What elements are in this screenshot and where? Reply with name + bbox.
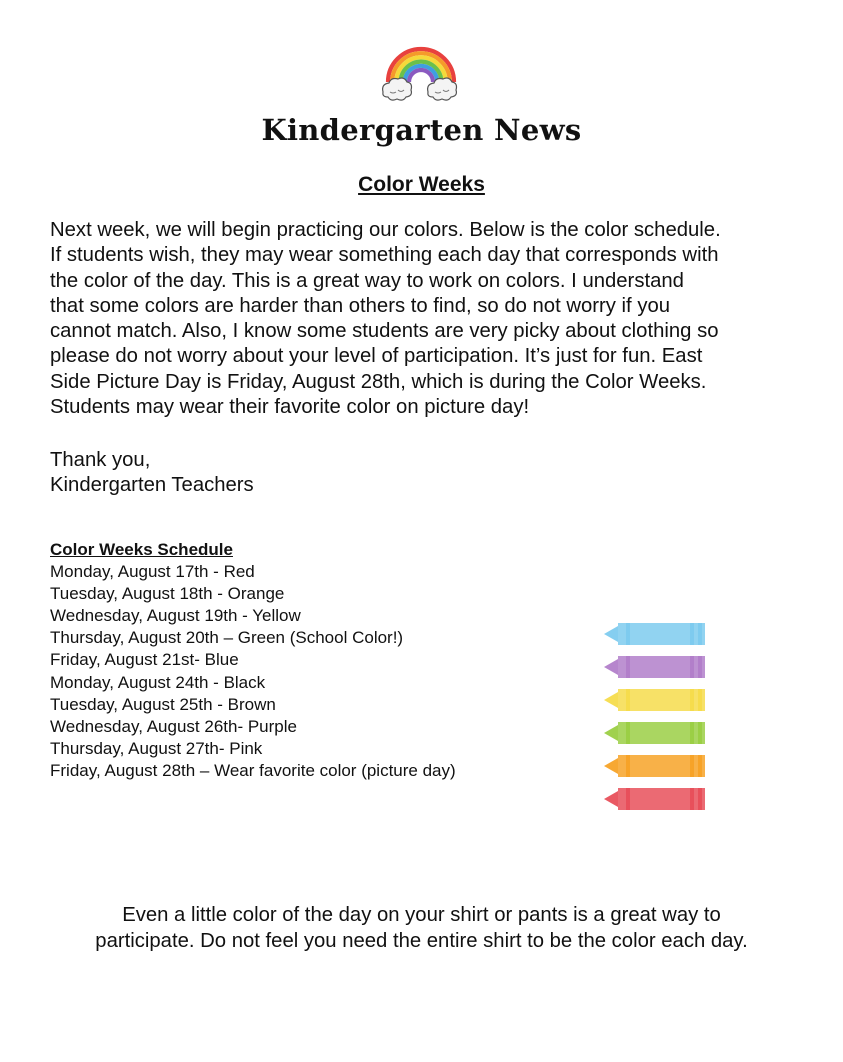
- crayon-icon: [604, 623, 705, 645]
- schedule-item: Wednesday, August 26th- Purple: [50, 716, 297, 736]
- intro-line: that some colors are harder than others to find, so do not worry if you: [50, 294, 671, 317]
- rainbow-icon: [378, 38, 464, 104]
- crayon-icon: [604, 656, 705, 678]
- intro-line: the color of the day. This is a great way to work on colors. I understand: [50, 269, 684, 292]
- intro-line: Next week, we will begin practicing our colors. Below is the color schedule.: [50, 219, 721, 241]
- intro-line: Students may wear their favorite color on picture day!: [50, 396, 530, 419]
- color-schedule: [50, 539, 456, 782]
- schedule-item: Friday, August 21st- Blue: [50, 650, 239, 670]
- schedule-item: Friday, August 28th – Wear favorite color (picture day): [50, 760, 456, 780]
- crayon-icon: [604, 722, 705, 744]
- schedule-heading: Color Weeks Schedule: [50, 540, 233, 559]
- page-title: Kindergarten News: [261, 113, 582, 147]
- intro-line: Side Picture Day is Friday, August 28th, which is during the Color Weeks.: [50, 370, 707, 393]
- schedule-item: Tuesday, August 18th - Orange: [50, 584, 285, 604]
- section-title: Color Weeks: [358, 173, 485, 196]
- closing-line: participate. Do not feel you need the entire shirt to be the color each day.: [95, 929, 748, 952]
- crayon-icon: [604, 788, 705, 810]
- schedule-item: Thursday, August 20th – Green (School Color!): [50, 628, 404, 648]
- intro-line: please do not worry about your level of participation. It’s just for fun. East: [50, 345, 703, 368]
- intro-line: If students wish, they may wear something each day that corresponds with: [50, 244, 719, 267]
- schedule-item: Thursday, August 27th- Pink: [50, 738, 263, 758]
- signoff-greeting: Thank you,: [50, 449, 151, 471]
- intro-paragraph: [50, 218, 820, 420]
- intro-line: cannot match. Also, I know some students are very picky about clothing so: [50, 320, 719, 343]
- schedule-item: Monday, August 24th - Black: [50, 672, 266, 692]
- schedule-item: Wednesday, August 19th - Yellow: [50, 606, 301, 626]
- schedule-item: Tuesday, August 25th - Brown: [50, 694, 276, 714]
- crayon-icon: [604, 755, 705, 777]
- closing-line: Even a little color of the day on your shirt or pants is a great way to: [122, 904, 721, 926]
- schedule-item: Monday, August 17th - Red: [50, 562, 255, 582]
- crayon-icon: [604, 689, 705, 711]
- signoff-name: Kindergarten Teachers: [50, 474, 254, 497]
- closing-note: [0, 903, 843, 955]
- signoff: [50, 448, 254, 499]
- crayons-icon: [598, 617, 710, 817]
